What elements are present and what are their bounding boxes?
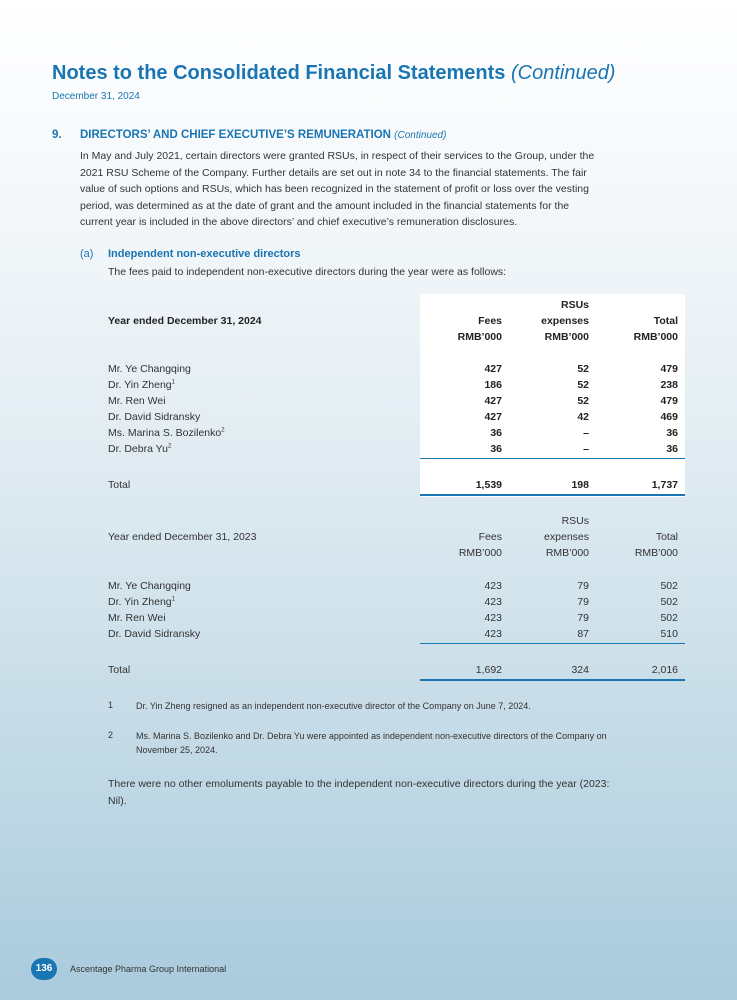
col-header: Total [655,531,678,543]
paragraph-line: In May and July 2021, certain directors were granted RSUs, in respect of their services to the Group, under the [80,150,595,162]
closing-paragraph [108,776,686,809]
row-rsu: 42 [577,411,589,423]
page-title: Notes to the Consolidated Financial Statements (Continued) [52,62,616,84]
row-name: Dr. Yin Zheng$^1$ [108,379,175,391]
row-total: 238 [660,379,678,391]
row-name: Mr. Ren Wei [108,612,166,624]
table-2024-total-rule [420,494,685,496]
footnote-ref: 1 [171,596,175,603]
row-rsu: 52 [577,395,589,407]
row-total: 510 [660,628,678,640]
row-fees: 427 [484,363,502,375]
subsection-title: Independent non-executive directors [108,248,301,260]
row-total: 479 [660,395,678,407]
footnote-number: 1 [108,700,114,710]
col-header: RMB’000 [633,331,678,343]
row-rsu: – [583,427,589,439]
paragraph-line: period, was determined as at the date of grant and the amount included in the financial statements for the [80,199,570,212]
paragraph-line: current year is included in the above directors’ and chief executive’s remuneration disclosures. [80,216,518,228]
footnote-line: Ms. Marina S. Bozilenko and Dr. Debra Yu were appointed as independent non-executive directors of the Company on [136,731,607,741]
col-header: RSUs [560,299,589,311]
report-date: December 31, 2024 [52,91,140,102]
section-continued: (Continued) [394,130,447,141]
row-rsu: 52 [577,363,589,375]
col-header: RMB’000 [544,331,589,343]
row-total: 502 [660,596,678,608]
title-continued: (Continued) [510,62,616,84]
footnote-number: 2 [108,730,114,740]
table-2024-period: Year ended December 31, 2024 [108,315,262,327]
row-name: Mr. Ye Changqing [108,580,191,592]
col-header: Fees [478,315,502,327]
row-fees: 36 [490,443,502,455]
row-rsu: 79 [577,612,589,624]
row-fees: 36 [490,427,502,439]
col-header: RSUs [561,515,589,527]
row-total: 469 [660,411,678,423]
table-2023-subtotal-rule [420,643,685,644]
footnote-ref: 2 [167,443,172,450]
row-total: 502 [660,612,678,624]
footer-company: Ascentage Pharma Group International [70,964,227,974]
row-total: 36 [666,427,678,439]
row-rsu: – [583,443,589,455]
row-name: Dr. David Sidransky [108,628,201,640]
footnote-line: November 25, 2024. [136,745,218,755]
row-rsu: 87 [577,628,589,640]
row-total: 36 [666,443,678,455]
table-2024-subtotal-rule [420,458,685,459]
row-fees: 423 [484,596,502,608]
row-name: Dr. Yin Zheng$^1$ [108,596,175,608]
col-header: Fees [478,531,502,543]
col-header: expenses [541,315,589,327]
row-rsu: 79 [577,596,589,608]
page-number-badge: 136 [31,958,57,980]
row-name: Mr. Ye Changqing [108,363,191,375]
closing-line: Nil). [108,794,127,807]
total-fees: 1,692 [475,664,502,676]
section-title: DIRECTORS’ AND CHIEF EXECUTIVE’S REMUNERATION (Continued) [80,129,447,141]
footnote-ref: 1 [171,379,175,386]
row-name: Mr. Ren Wei [108,395,166,407]
total-rsu: 324 [571,664,589,676]
row-fees: 423 [484,612,502,624]
row-total: 479 [660,363,678,375]
col-header: RMB’000 [545,547,589,559]
row-fees: 423 [484,628,502,640]
col-header: expenses [544,531,589,543]
col-header: Total [653,315,678,327]
row-fees: 427 [484,395,502,407]
row-fees: 186 [484,379,502,391]
paragraph-line: value of such options and RSUs, which has been recognized in the statement of profit or loss over the vesting [80,183,589,195]
row-total: 502 [660,580,678,592]
table-2023-total-rule [420,679,685,681]
col-header: RMB’000 [634,547,678,559]
total-rsu: 198 [571,479,589,491]
total-total: 2,016 [651,664,678,676]
row-fees: 423 [484,580,502,592]
col-header: RMB’000 [458,547,502,559]
subsection-label: (a) [80,248,94,260]
total-total: 1,737 [651,479,678,491]
total-label: Total [108,664,131,676]
subsection-intro: The fees paid to independent non-executive directors during the year were as follows: [108,266,507,278]
table-2023-period: Year ended December 31, 2023 [108,531,257,543]
footnote-text [136,699,686,713]
total-fees: 1,539 [475,479,502,491]
section-number: 9. [52,129,62,141]
row-name: Ms. Marina S. Bozilenko$^2$ [108,427,225,439]
col-header: RMB’000 [457,331,502,343]
total-label: Total [108,479,131,491]
footnote-ref: 2 [221,427,225,434]
section-paragraph [80,148,685,231]
paragraph-line: 2021 RSU Scheme of the Company. Further details are set out in note 34 to the financial statements. The fair [80,166,587,179]
closing-line: There were no other emoluments payable to the independent non-executive directors during the year (2023: [108,778,610,790]
row-name: Dr. Debra Yu$^2$ [108,443,172,455]
footnote-line: Dr. Yin Zheng resigned as an independent non-executive director of the Company on June 7, 2024. [136,701,531,711]
row-fees: 427 [484,411,502,423]
row-rsu: 79 [577,580,589,592]
row-name: Dr. David Sidransky [108,411,201,423]
footnote-text [136,729,686,757]
row-rsu: 52 [577,379,589,391]
